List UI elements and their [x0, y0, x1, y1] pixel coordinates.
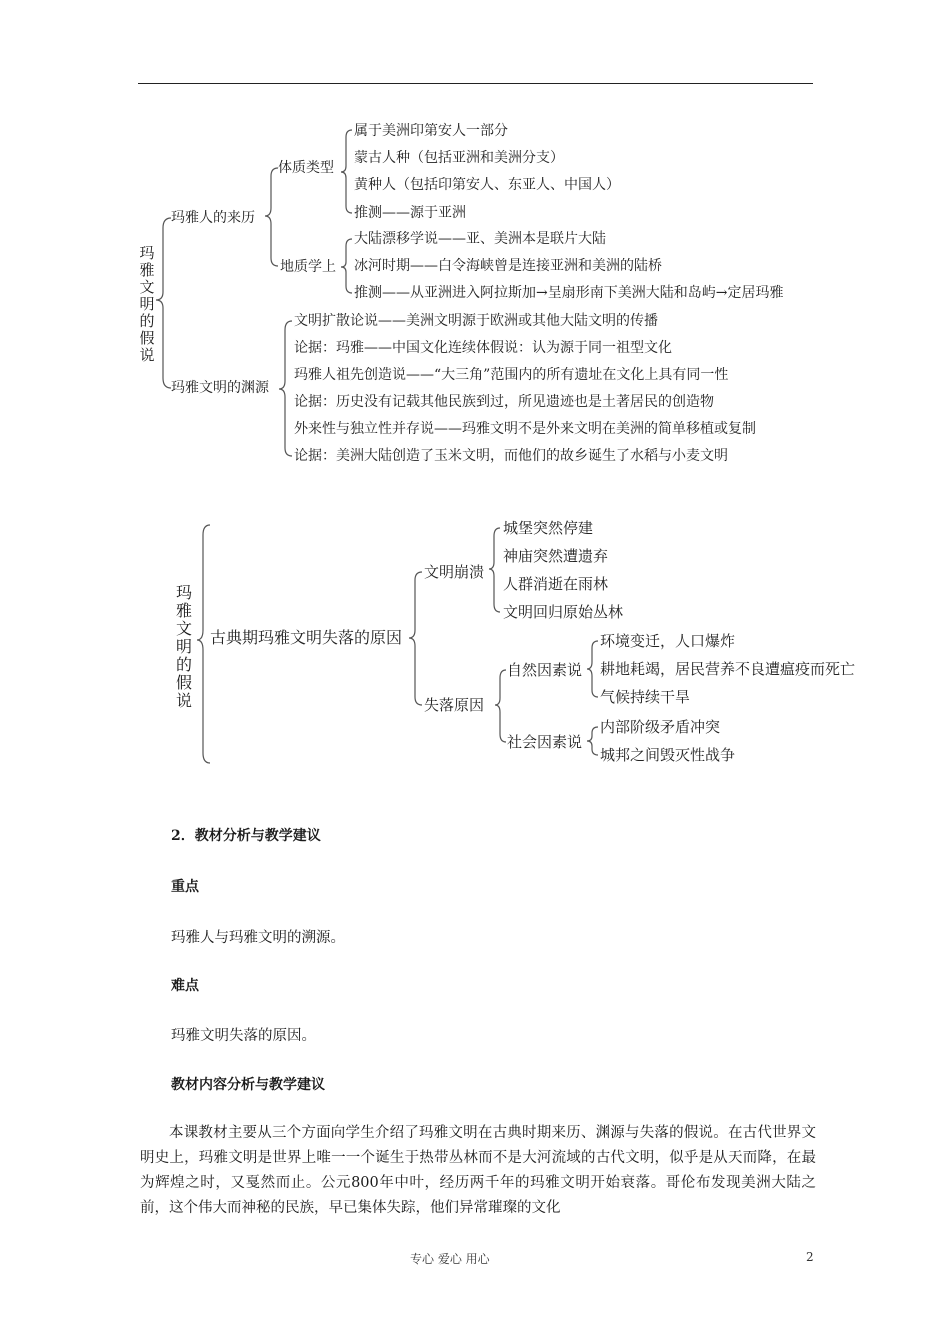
diagram2-natural-item: 气候持续干旱: [600, 688, 691, 706]
diagram1-origin-item: 玛雅人祖先创造说——“大三角”范围内的所有遗址在文化上具有同一性: [294, 367, 729, 383]
diagram2-collapse-item: 城堡突然停建: [503, 519, 594, 537]
diagram2-loss-label: 失落原因: [424, 696, 485, 714]
diagram1-physical-item: 黄种人（包括印第安人、东亚人、中国人）: [354, 177, 620, 193]
analysis-paragraph: 本课教材主要从三个方面向学生介绍了玛雅文明在古典时期来历、渊源与失落的假说。在古代世界文明史上，玛雅文明是世界上唯一一个诞生于热带丛林而不是大河流域的古代文明，似乎是从天而降，在最为辉煌之时，又戛然而止。公元800年中叶，经历两千年的玛雅文明开始衰落。哥伦布发现美洲大陆之前，这个伟大而神秘的民族，早已集体失踪，他们异常璀璨的文化: [140, 1125, 816, 1216]
diagram2-collapse-item: 人群消逝在雨林: [503, 575, 609, 593]
diagram1-sub-physical: 体质类型: [278, 160, 334, 176]
key-point-text: 玛雅人与玛雅文明的溯源。: [171, 930, 345, 946]
diagram1-geology-item: 冰河时期——白令海峡曾是连接亚洲和美洲的陆桥: [354, 258, 662, 274]
diagram1-physical-item: 属于美洲印第安人一部分: [354, 123, 508, 139]
diagram2-natural-label: 自然因素说: [507, 661, 583, 679]
diagram2-collapse-item: 文明回归原始丛林: [503, 603, 624, 621]
footer-motto: 专心 爱心 用心: [410, 1252, 490, 1266]
diagram1-geology-item: 推测——从亚洲进入阿拉斯加→呈扇形南下美洲大陆和岛屿→定居玛雅: [354, 285, 784, 301]
diagram1-origin-item: 论据：美洲大陆创造了玉米文明，而他们的故乡诞生了水稻与小麦文明: [294, 448, 728, 464]
diagram1-branch-origin-history: 玛雅人的来历: [171, 210, 255, 226]
diagram1-origin-item: 论据：玛雅——中国文化连续体假说：认为源于同一祖型文化: [294, 340, 672, 356]
diagram1-sub-geology: 地质学上: [280, 259, 336, 275]
difficult-point-text: 玛雅文明失落的原因。: [171, 1028, 316, 1044]
diagram1-origin-item: 文明扩散论说——美洲文明源于欧洲或其他大陆文明的传播: [294, 313, 658, 329]
diagram2-root-label: 玛雅文明的假说: [175, 583, 192, 710]
diagram1-origin-item: 论据：历史没有记载其他民族到过，所见遗迹也是土著居民的创造物: [294, 394, 714, 410]
diagram2-social-item: 城邦之间毁灭性战争: [600, 746, 736, 764]
diagram2-natural-item: 环境变迁，人口爆炸: [600, 632, 736, 650]
diagram2-main-label: 古典期玛雅文明失落的原因: [210, 628, 403, 647]
diagram2-natural-item: 耕地耗竭，居民营养不良遭瘟疫而死亡: [600, 660, 856, 678]
diagram2-social-item: 内部阶级矛盾冲突: [600, 718, 721, 736]
difficult-point-label: 难点: [171, 978, 199, 994]
diagram1-physical-item: 蒙古人种（包括亚洲和美洲分支）: [354, 150, 564, 166]
diagram1-origin-item: 外来性与独立性并存说——玛雅文明不是外来文明在美洲的简单移植或复制: [294, 421, 756, 437]
diagram2-collapse-item: 神庙突然遭遗弃: [503, 547, 609, 565]
diagram1-root-label: 玛雅文明的假说: [139, 244, 155, 364]
key-point-label: 重点: [171, 879, 199, 895]
analysis-label: 教材内容分析与教学建议: [171, 1077, 325, 1093]
diagram1-branch-civilization-origin: 玛雅文明的渊源: [171, 380, 269, 396]
diagram1-physical-item: 推测——源于亚洲: [354, 205, 466, 221]
section-heading: 2．教材分析与教学建议: [171, 828, 321, 844]
page-number: 2: [806, 1250, 814, 1264]
diagram1-geology-item: 大陆漂移学说——亚、美洲本是联片大陆: [354, 231, 606, 247]
diagram2-collapse-label: 文明崩溃: [424, 563, 485, 581]
diagram2-social-label: 社会因素说: [507, 733, 583, 751]
